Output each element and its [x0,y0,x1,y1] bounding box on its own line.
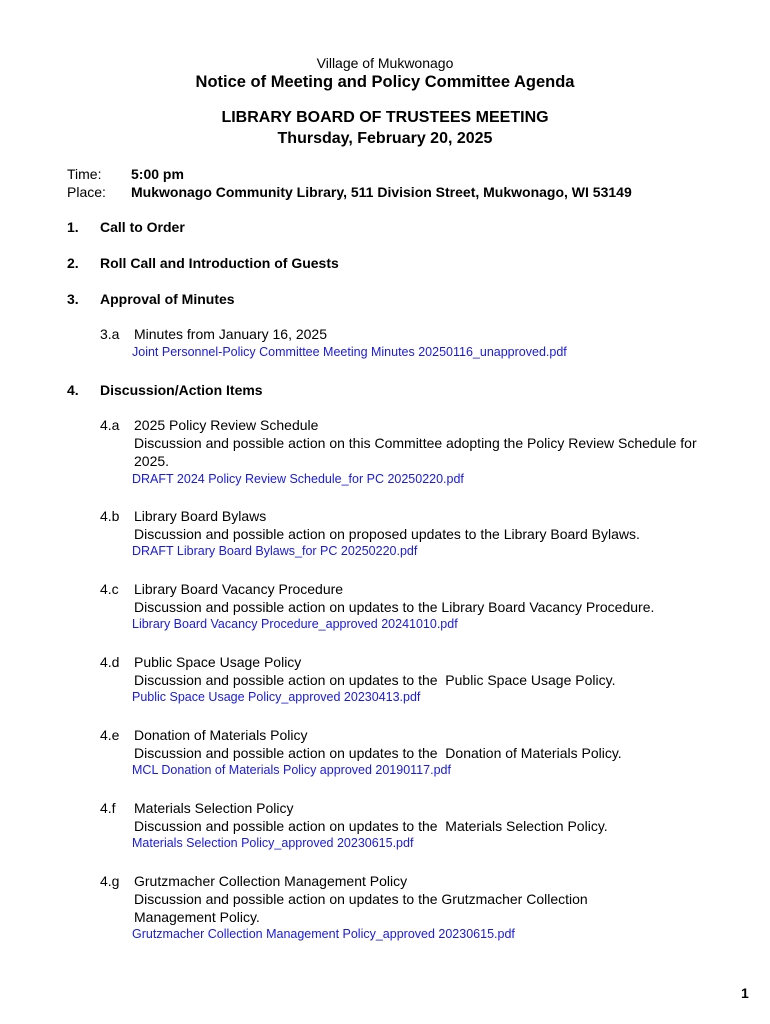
attachment-link[interactable]: DRAFT 2024 Policy Review Schedule_for PC 20250220.pdf [132,472,464,486]
attachment-link[interactable]: MCL Donation of Materials Policy approved 20190117.pdf [132,763,451,777]
meeting-date: Thursday, February 20, 2025 [277,130,493,147]
attachment-link[interactable]: Grutzmacher Collection Management Policy_approved 20230615.pdf [132,927,515,941]
attachment-link[interactable]: Materials Selection Policy_approved 20230615.pdf [132,836,414,850]
item-number: 4.g [100,873,120,889]
item-number: 4.a [100,417,120,433]
attachment-link[interactable]: Library Board Vacancy Procedure_approved 20241010.pdf [132,617,458,631]
section-title-call-to-order: Call to Order [100,219,185,235]
village-name: Village of Mukwonago [316,55,454,71]
board-meeting-title: LIBRARY BOARD OF TRUSTEES MEETING [221,109,549,126]
section-title-roll-call: Roll Call and Introduction of Guests [100,255,339,271]
item-number: 3.a [100,326,120,342]
item-number: 4.d [100,654,120,670]
item-title: Library Board Bylaws [134,508,267,524]
item-title: Donation of Materials Policy [134,727,308,743]
item-title: 2025 Policy Review Schedule [134,417,319,433]
place-label: Place: [67,184,106,200]
attachment-link[interactable]: Public Space Usage Policy_approved 20230413.pdf [132,690,421,704]
item-description: Discussion and possible action on updates to the Public Space Usage Policy. [134,672,616,688]
item-title: Library Board Vacancy Procedure [134,581,344,597]
item-title: Grutzmacher Collection Management Policy [134,873,408,889]
item-description: Discussion and possible action on updates to the Materials Selection Policy. [134,818,608,834]
time-value: 5:00 pm [131,166,184,182]
item-title: Materials Selection Policy [134,800,294,816]
item-number: 4.e [100,727,120,743]
page-number: 1 [741,985,749,1001]
item-description: Discussion and possible action on proposed updates to the Library Board Bylaws. [134,526,640,542]
item-title: Minutes from January 16, 2025 [134,326,327,342]
section-number: 1. [67,219,79,235]
item-number: 4.c [100,581,119,597]
section-number: 2. [67,255,79,271]
attachment-link[interactable]: DRAFT Library Board Bylaws_for PC 20250220.pdf [132,544,418,558]
place-value: Mukwonago Community Library, 511 Division Street, Mukwonago, WI 53149 [131,184,632,200]
item-number: 4.f [100,800,116,816]
item-description: Discussion and possible action on updates to the Donation of Materials Policy. [134,745,622,761]
notice-title: Notice of Meeting and Policy Committee Agenda [195,73,575,91]
section-number: 3. [67,291,79,307]
item-title: Public Space Usage Policy [134,654,302,670]
section-number: 4. [67,382,79,398]
item-number: 4.b [100,508,120,524]
item-description: Discussion and possible action on updates to the Library Board Vacancy Procedure. [134,599,655,615]
section-title-discussion-action: Discussion/Action Items [100,382,263,398]
item-description: Discussion and possible action on updates to the Grutzmacher Collection Management Policy. [134,891,588,925]
item-description: Discussion and possible action on this Committee adopting the Policy Review Schedule for 2025. [134,435,697,469]
minutes-attachment-link[interactable]: Joint Personnel-Policy Committee Meeting Minutes 20250116_unapproved.pdf [132,345,567,359]
section-title-approval-of-minutes: Approval of Minutes [100,291,235,307]
time-label: Time: [67,166,102,182]
